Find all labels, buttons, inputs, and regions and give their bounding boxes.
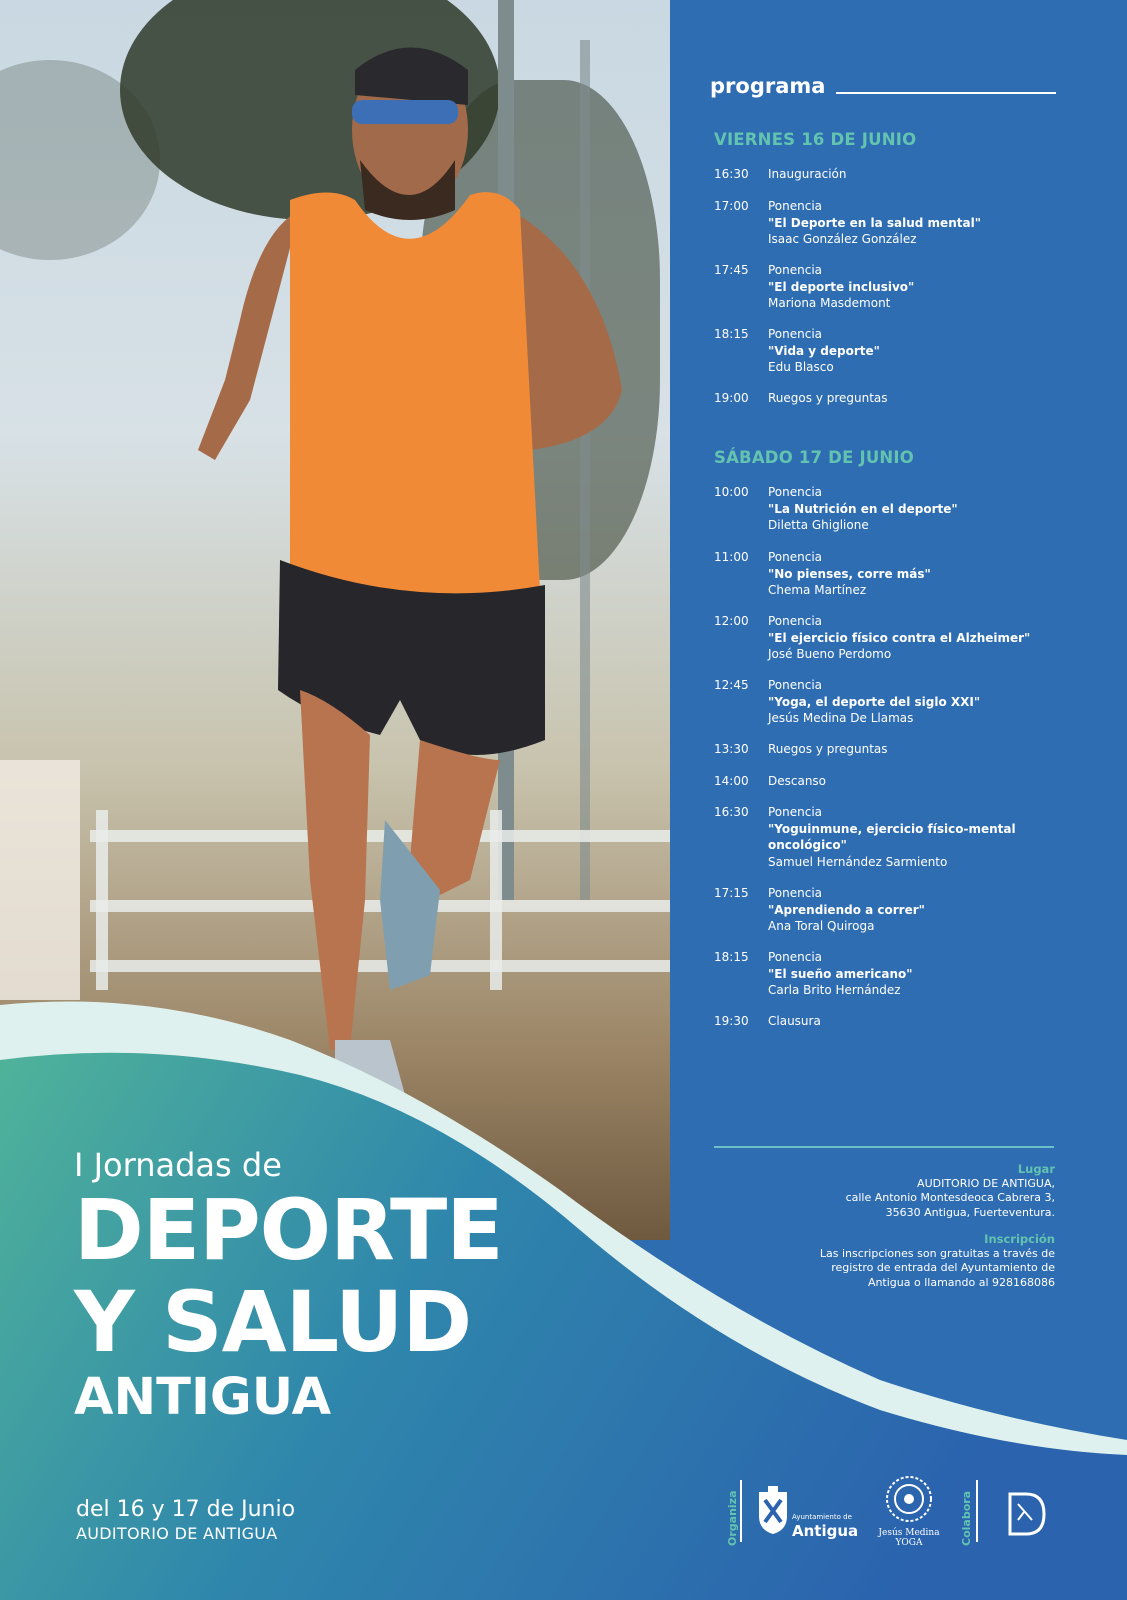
item-speaker: Isaac González González [768,232,917,246]
item-time: 11:00 [714,550,749,564]
item-speaker: Samuel Hernández Sarmiento [768,854,948,869]
item-time: 10:00 [714,485,749,499]
yoga-logo-sub: YOGA [895,1538,923,1548]
item-time: 18:15 [714,327,749,341]
organiza-label: Organiza [726,1490,739,1546]
item-speaker: Edu Blasco [768,360,834,374]
item-type: Descanso [768,774,827,788]
item-talk: "Aprendiendo a correr" [768,902,925,917]
item-talk: "El deporte inclusivo" [768,279,915,294]
item-type: Ponencia [768,550,823,564]
item-talk: "La Nutrición en el deporte" [768,501,958,516]
colabora-label: Colabora [960,1490,973,1546]
item-type: Ponencia [768,950,823,964]
event-dates [76,1496,295,1544]
yoga-logo-text [874,1528,944,1548]
item-time: 13:30 [714,742,749,756]
item-type: Ruegos y preguntas [768,742,888,756]
item-talk: "El ejercicio físico contra el Alzheimer" [768,630,1031,645]
item-time: 18:15 [714,950,749,964]
venue-line: 35630 Antigua, Fuerteventura. [885,1205,1055,1219]
dates-line: del 16 y 17 de Junio [76,1497,296,1522]
item-time: 14:00 [714,774,749,788]
item-type: Clausura [768,1014,821,1028]
item-speaker: Carla Brito Hernández [768,983,901,997]
registration-line: Antigua o llamando al 928168086 [867,1275,1055,1289]
item-time: 12:45 [714,678,749,692]
ayuntamiento-name: Antigua [792,1522,859,1540]
item-talk: "Yoguinmune, ejercicio físico-mental [768,821,1016,836]
title-line-2: Y SALUD [74,1273,472,1371]
item-time: 16:30 [714,167,749,181]
item-speaker: Jesús Medina De Llamas [768,711,914,725]
item-time: 19:00 [714,391,749,405]
venue-short: AUDITORIO DE ANTIGUA [76,1524,278,1543]
item-speaker: José Bueno Perdomo [768,647,892,661]
item-talk: "No pienses, corre más" [768,566,931,581]
item-type: Ruegos y preguntas [768,391,888,405]
item-time: 16:30 [714,805,749,819]
colabora-divider [976,1480,978,1542]
item-speaker: Ana Toral Quiroga [768,919,875,933]
item-time: 17:45 [714,263,749,277]
cabildo-logo-icon [1004,1490,1048,1538]
item-talk: "El sueño americano" [768,966,913,981]
item-talk: "Yoga, el deporte del siglo XXI" [768,694,981,709]
event-title [74,1146,503,1428]
title-line-1: DEPORTE [74,1181,503,1279]
item-type: Ponencia [768,678,823,692]
venue-label: Lugar [1017,1162,1055,1176]
item-type: Ponencia [768,614,823,628]
ayuntamiento-small-text: Ayuntamiento de [792,1513,852,1521]
item-speaker: Mariona Masdemont [768,296,891,310]
item-time: 12:00 [714,614,749,628]
item-speaker: Chema Martínez [768,583,867,597]
yoga-logo-name: Jesús Medina [878,1528,940,1538]
yoga-mandala-icon [884,1474,934,1524]
item-talk-continued: oncológico" [768,838,847,852]
item-type: Ponencia [768,485,823,499]
item-type: Ponencia [768,327,823,341]
day-saturday-label: SÁBADO 17 DE JUNIO [714,448,914,467]
item-type: Ponencia [768,886,823,900]
day-friday-label: VIERNES 16 DE JUNIO [714,130,917,149]
item-type: Ponencia [768,199,823,213]
title-prefix: I Jornadas de [74,1146,282,1184]
ayuntamiento-shield-icon [756,1486,790,1536]
item-talk: "El Deporte en la salud mental" [768,215,981,230]
item-talk: "Vida y deporte" [768,343,880,358]
venue-line: AUDITORIO DE ANTIGUA, [917,1176,1055,1190]
item-type: Inauguración [768,167,847,181]
venue-line: calle Antonio Montesdeoca Cabrera 3, [845,1191,1055,1204]
item-time: 17:00 [714,199,749,213]
item-type: Ponencia [768,263,823,277]
organiza-divider [740,1480,742,1542]
registration-line: registro de entrada del Ayuntamiento de [831,1261,1055,1274]
item-time: 19:30 [714,1014,749,1028]
item-type: Ponencia [768,805,823,819]
registration-label: Inscripción [984,1232,1055,1246]
program-heading: programa [710,74,826,98]
item-speaker: Diletta Ghiglione [768,518,869,532]
item-time: 17:15 [714,886,749,900]
title-line-3: ANTIGUA [74,1368,332,1427]
registration-line: Las inscripciones son gratuitas a través de [819,1246,1055,1260]
